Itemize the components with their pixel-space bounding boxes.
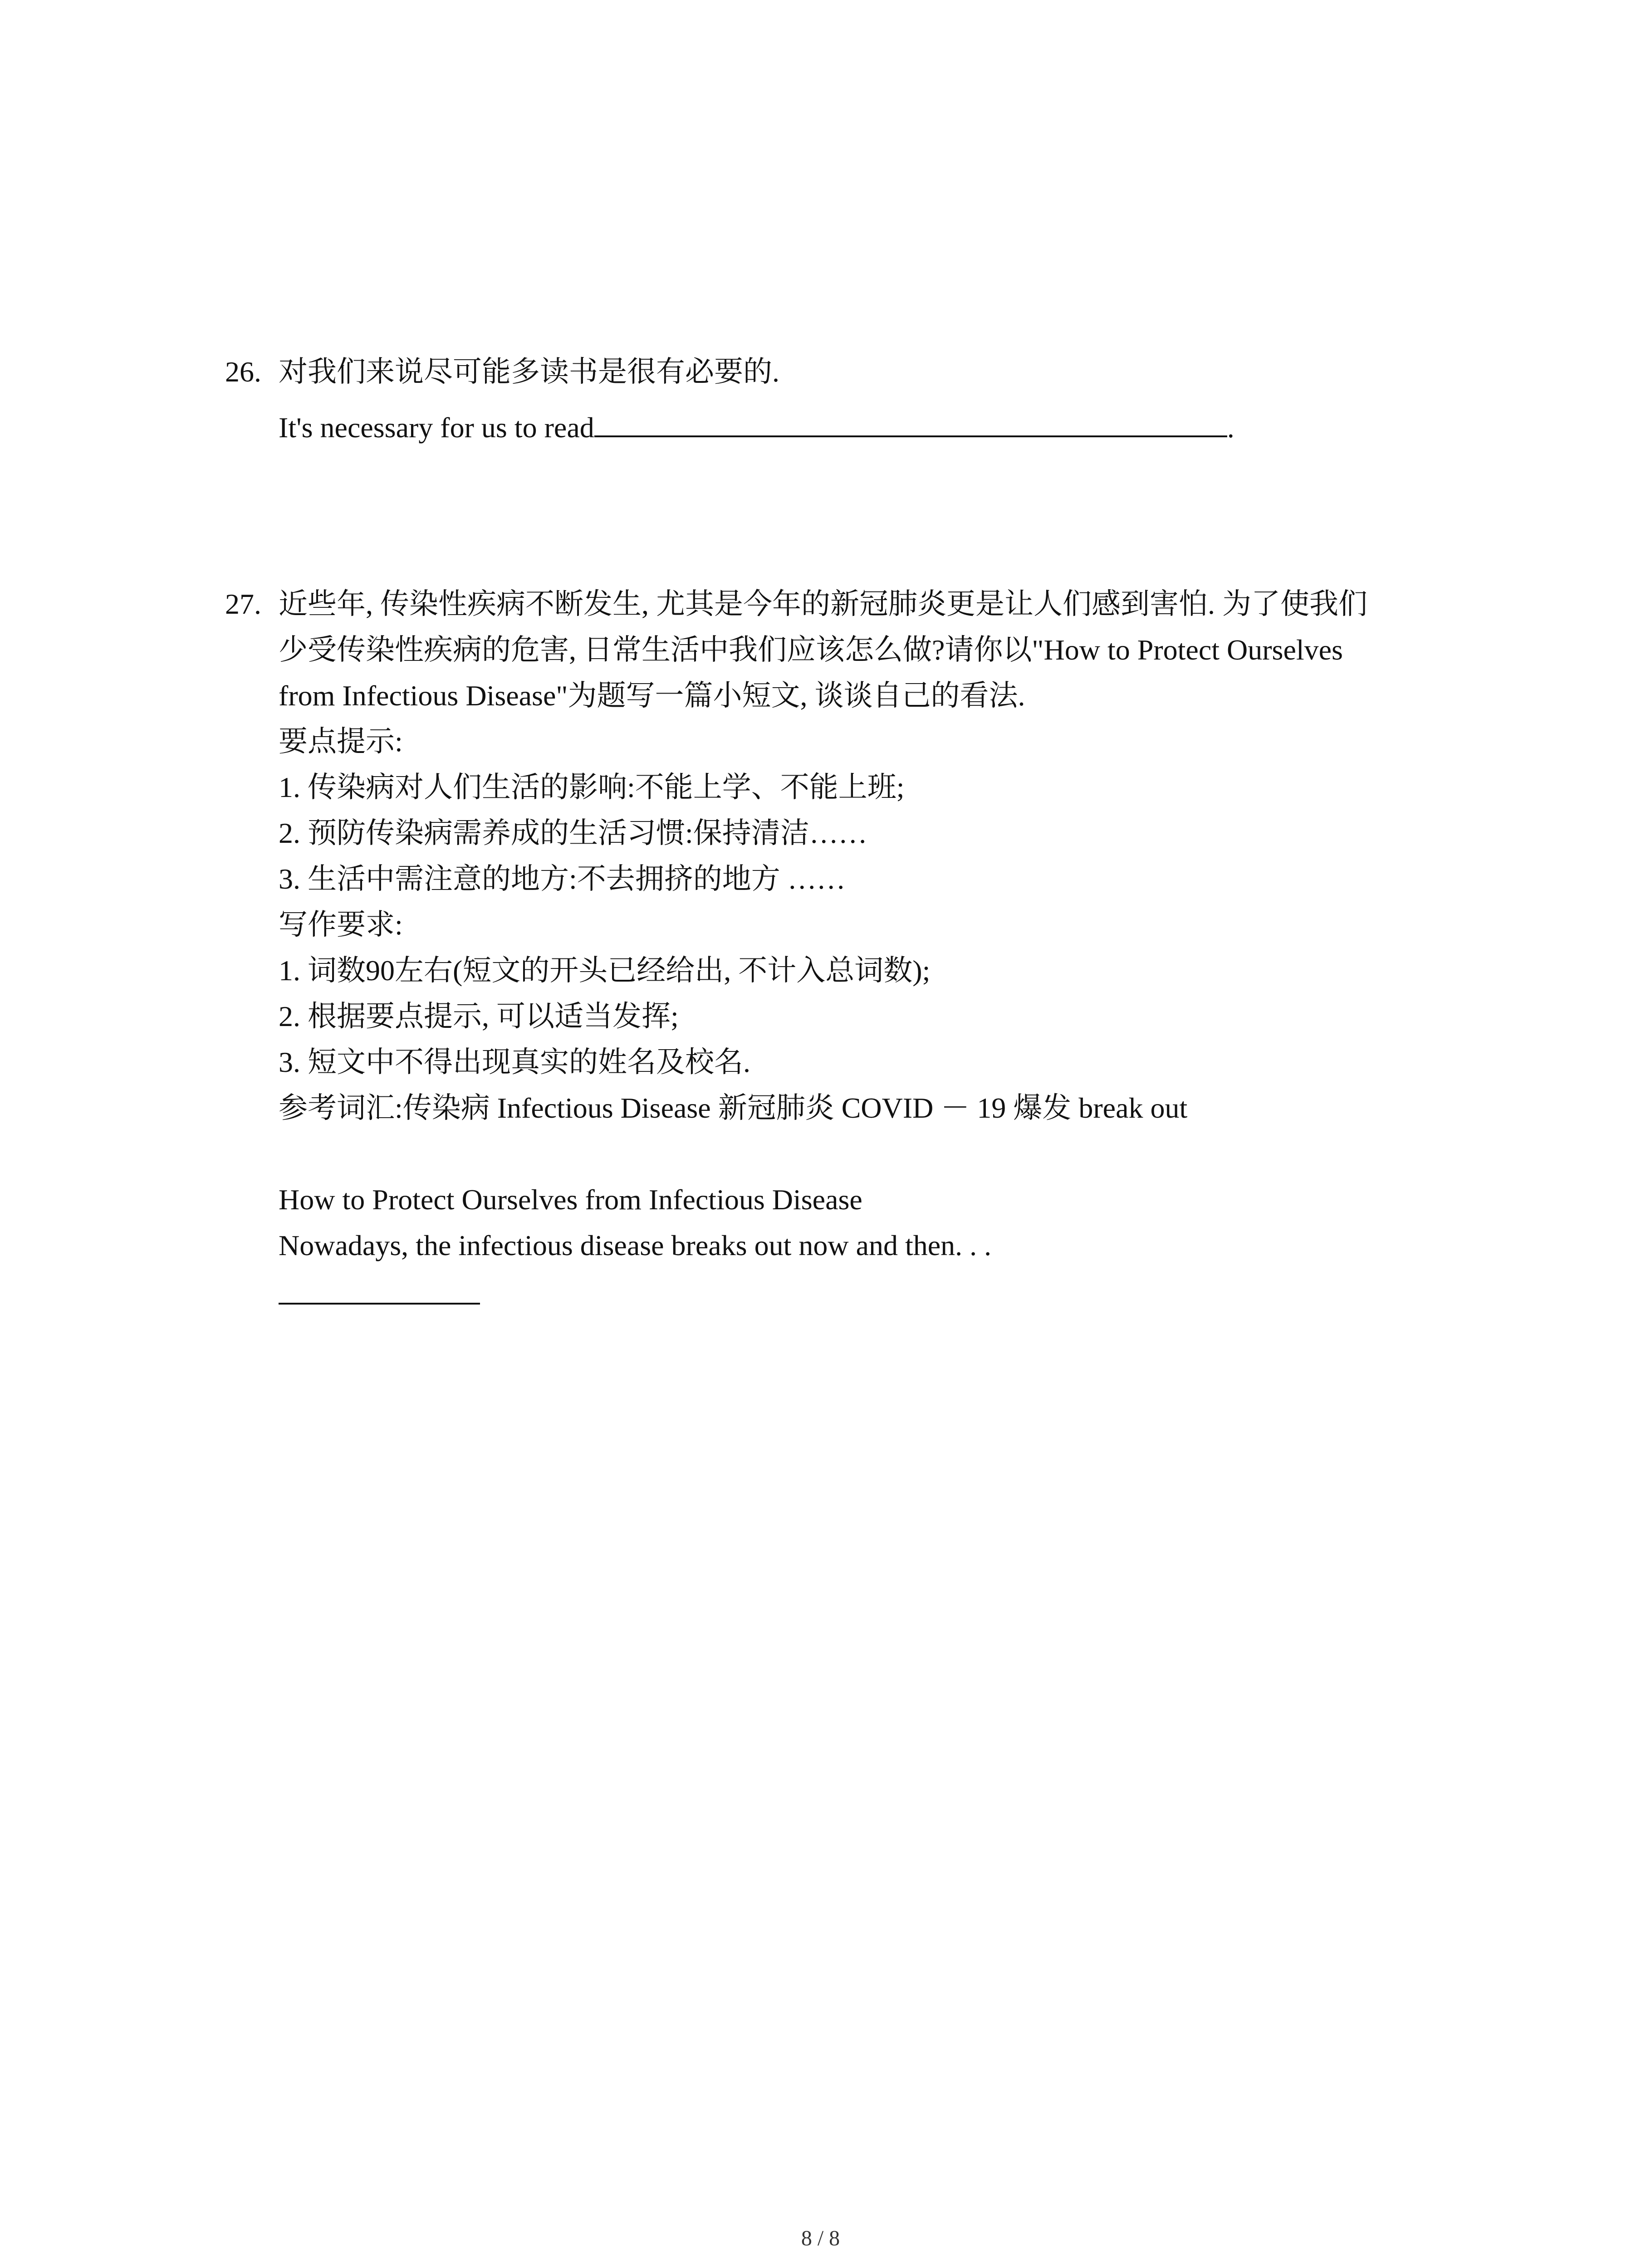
question-26-prompt: 对我们来说尽可能多读书是很有必要的.: [279, 356, 779, 388]
key-point-3: 3. 生活中需注意的地方:不去拥挤的地方 ……: [279, 863, 846, 895]
question-26-answer-prefix: It's necessary for us to read: [279, 411, 594, 444]
key-point-2: 2. 预防传染病需养成的生活习惯:保持清洁……: [279, 817, 867, 849]
question-26-answer-line: [279, 408, 1234, 445]
question-26-number: 26.: [225, 356, 261, 388]
key-points-heading: 要点提示:: [279, 725, 403, 758]
essay-answer-blank[interactable]: [279, 1303, 480, 1305]
essay-title: How to Protect Ourselves from Infectious Disease: [279, 1183, 862, 1216]
question-27-line-2: 少受传染性疾病的危害, 日常生活中我们应该怎么做?请你以"How to Protect Ourselves: [279, 634, 1343, 666]
essay-opening: Nowadays, the infectious disease breaks out now and then. . .: [279, 1229, 992, 1261]
reference-vocabulary: 参考词汇:传染病 Infectious Disease 新冠肺炎 COVID － 19 爆发 break out: [279, 1092, 1188, 1124]
requirement-2: 2. 根据要点提示, 可以适当发挥;: [279, 1000, 679, 1032]
question-27-line-3: from Infectious Disease"为题写一篇小短文, 谈谈自己的看法.: [279, 679, 1025, 712]
question-26-answer-blank[interactable]: [594, 408, 1227, 437]
page-number: 8 / 8: [801, 2226, 840, 2250]
writing-requirements-heading: 写作要求:: [279, 909, 403, 941]
question-27-number: 27.: [225, 588, 261, 620]
key-point-1: 1. 传染病对人们生活的影响:不能上学、不能上班;: [279, 771, 905, 803]
question-27-line-1: 近些年, 传染性疾病不断发生, 尤其是今年的新冠肺炎更是让人们感到害怕. 为了使我们: [279, 588, 1367, 620]
requirement-3: 3. 短文中不得出现真实的姓名及校名.: [279, 1046, 750, 1078]
requirement-1: 1. 词数90左右(短文的开头已经给出, 不计入总词数);: [279, 954, 931, 987]
question-26-answer-suffix: .: [1227, 411, 1234, 444]
